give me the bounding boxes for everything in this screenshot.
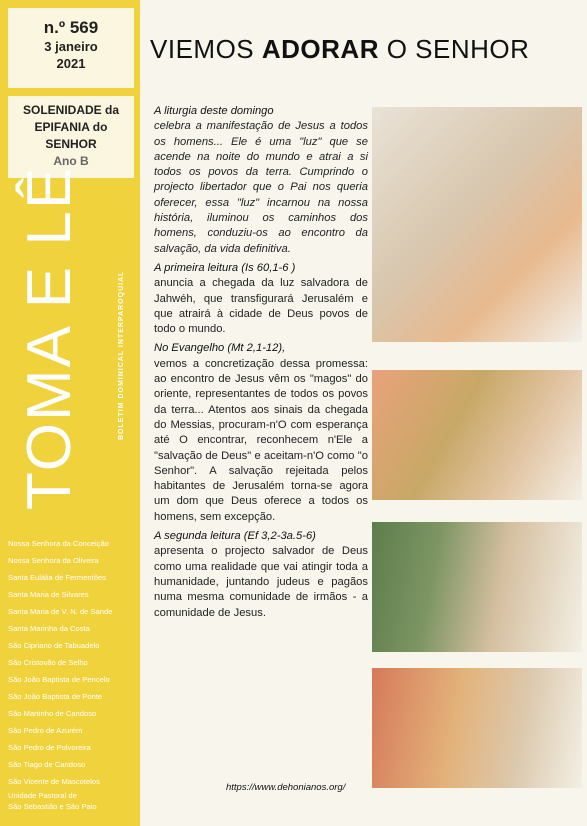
title-part1: VIEMOS xyxy=(150,34,262,64)
parish-item: São João Baptista de Ponte xyxy=(8,692,103,701)
title-part2: ADORAR xyxy=(261,34,379,64)
section-body: apresenta o projecto salvador de Deus como uma realidade que vai atingir toda a humanidade, juntando judeus e pagãos numa mesma comunidade de irmãos - a comunidade de Jesus. xyxy=(154,545,368,619)
masthead-subtitle: BOLETIM DOMINICAL INTERPAROQUIAL xyxy=(118,270,125,440)
masthead-name: TOMA E LÊ xyxy=(15,165,84,510)
section-liturgy xyxy=(154,104,368,257)
issue-box xyxy=(8,8,134,88)
parish-item: Nossa Senhora da Conceição xyxy=(8,539,109,548)
photo-magus-1 xyxy=(372,370,582,500)
parish-item: São Pedro de Azurém xyxy=(8,726,83,735)
parish-item: Nossa Senhora da Oliveira xyxy=(8,556,99,565)
parish-item: São Sebastião e São Paio xyxy=(8,802,97,811)
section-body: vemos a concretização dessa promessa: ao encontro de Jesus vêm os "magos" do oriente, representantes de todos os povos da terra... Atentos aos sinais da chegada do Messias, procuram-n'O com esperança até O encontrar, reconhecem n'Ele a "salvação de Deus" e aceitam-n'O como "o Senhor". A salvação rejeitada pelos habitantes de Jerusalém torna-se agora um dom que Deus oferece a todos os homens, sem excepção. xyxy=(154,357,368,523)
parish-item: São Cristovão de Selho xyxy=(8,658,88,667)
parish-item: São Pedro de Polvoreira xyxy=(8,743,91,752)
parish-item: São Vicente de Mascotelos xyxy=(8,777,100,786)
issue-number: n.º 569 xyxy=(43,18,99,37)
section-first-reading xyxy=(154,261,368,337)
issue-day: 3 janeiro xyxy=(44,39,98,54)
page-title xyxy=(150,34,529,65)
solemnity-line1: SOLENIDADE da xyxy=(22,103,119,117)
photo-magus-3 xyxy=(372,668,582,788)
section-heading: No Evangelho (Mt 2,1-12), xyxy=(154,342,286,355)
section-heading: A liturgia deste domingo xyxy=(154,105,274,117)
section-body: celebra a manifestação de Jesus a todos os homens... Ele é uma "luz" que se acende na noite do mundo e atrai a si todos os povos da terra. Cumprindo o projecto libertador que o Pai nos queria oferecer, essa "luz" incarnou na nossa história, iluminou os caminhos dos homens, conduziu-os ao encontro da salvação, da vida definitiva. xyxy=(154,120,368,255)
article-text xyxy=(154,104,368,625)
solemnity-line3: SENHOR xyxy=(45,137,97,151)
parish-item: Santa Maria de Silvares xyxy=(8,590,89,599)
parish-list xyxy=(8,535,138,812)
section-second-reading xyxy=(154,529,368,621)
parish-item: Santa Marinha da Costa xyxy=(8,624,90,633)
parish-item: São Cipriano de Tabuadelo xyxy=(8,641,100,650)
parish-item: Unidade Pastoral de xyxy=(8,791,77,800)
issue-year: 2021 xyxy=(56,56,86,71)
masthead xyxy=(14,166,85,510)
sidebar xyxy=(0,0,140,826)
source-link[interactable]: https://www.dehonianos.org/ xyxy=(226,782,346,793)
parish-item: São Tiago de Candoso xyxy=(8,760,86,769)
parish-item: São Martinho de Candoso xyxy=(8,709,97,718)
photo-pope-holding-child xyxy=(372,107,582,342)
year-cycle: Ano B xyxy=(53,154,89,168)
parish-item: Santa Eulália de Fermentões xyxy=(8,573,106,582)
section-heading: A segunda leitura (Ef 3,2-3a.5-6) xyxy=(154,530,316,543)
section-gospel xyxy=(154,341,368,525)
parish-item: Santa Maria de V. N. de Sande xyxy=(8,607,113,616)
section-body: anuncia a chegada da luz salvadora de Jahwéh, que transfigurará Jerusalém e que atrairá à cidade de Deus povos de todo o mundo. xyxy=(154,277,368,336)
title-part3: O SENHOR xyxy=(378,34,530,64)
solemnity-line2: EPIFANIA do xyxy=(34,120,108,134)
parish-item: São João Baptista de Pencelo xyxy=(8,675,110,684)
section-heading: A primeira leitura (Is 60,1-6 ) xyxy=(154,261,296,274)
photo-magus-2 xyxy=(372,522,582,652)
